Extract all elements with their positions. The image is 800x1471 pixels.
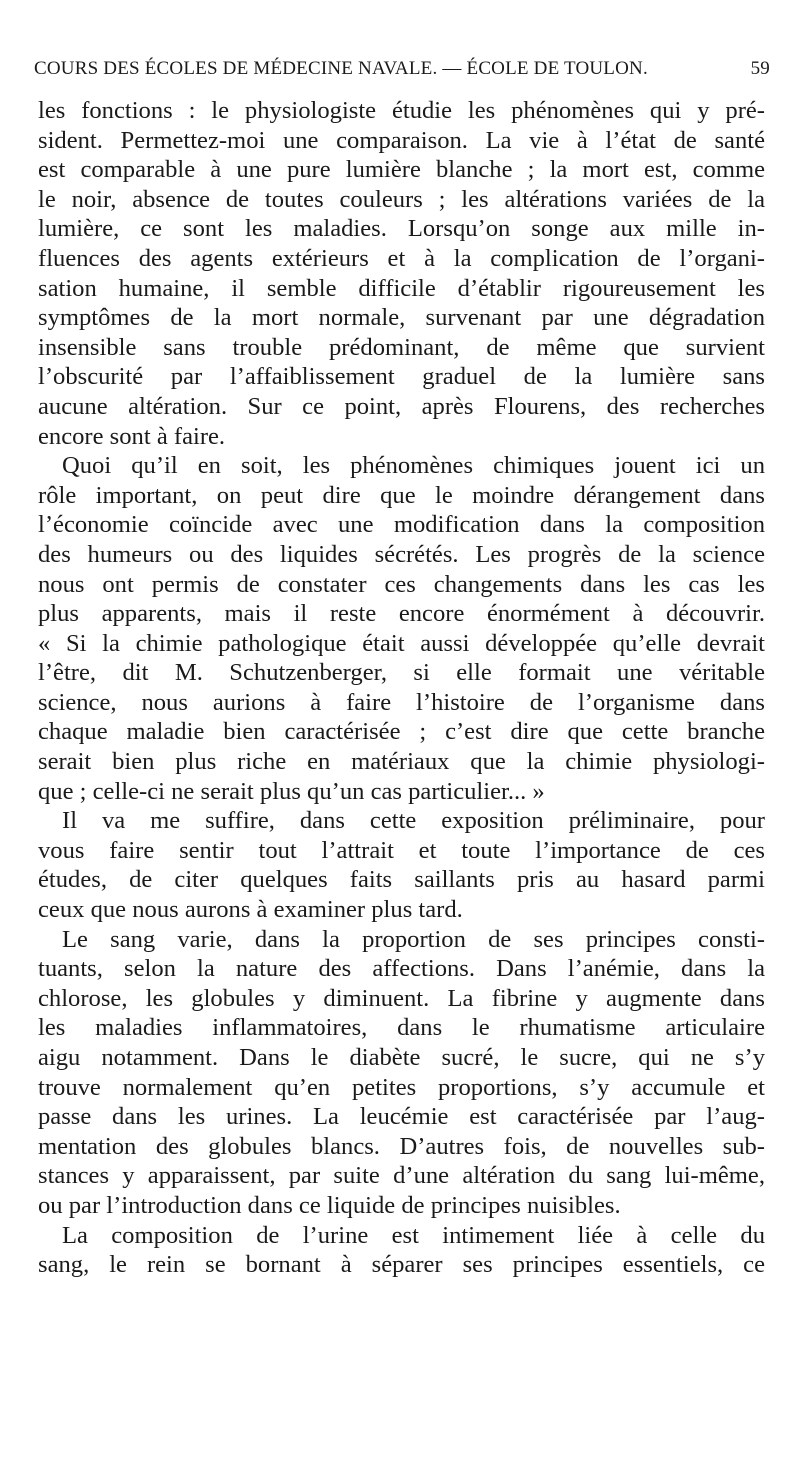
text-line: les maladies inflammatoires, dans le rhumatisme articulaire xyxy=(38,1014,765,1042)
text-line: encore sont à faire. xyxy=(38,422,226,450)
text-line: Le sang varie, dans la proportion de ses principes consti- xyxy=(62,925,765,953)
text-line: passe dans les urines. La leucémie est caractérisée par l’aug- xyxy=(38,1103,765,1131)
text-line: nous ont permis de constater ces changements dans les cas les xyxy=(38,570,765,598)
text-line: stances y apparaissent, par suite d’une altération du sang lui-même, xyxy=(38,1162,765,1190)
text-line: sation humaine, il semble difficile d’établir rigoureusement les xyxy=(38,274,765,302)
text-line: rôle important, on peut dire que le moindre dérangement dans xyxy=(38,481,765,509)
text-line: des humeurs ou des liquides sécrétés. Les progrès de la science xyxy=(38,540,765,568)
text-line: que ; celle-ci ne serait plus qu’un cas particulier... » xyxy=(38,777,545,805)
page-number: 59 xyxy=(750,58,770,79)
text-line: est comparable à une pure lumière blanche ; la mort est, comme xyxy=(38,156,765,184)
text-line: lumière, ce sont les maladies. Lorsqu’on songe aux mille in- xyxy=(38,215,765,243)
text-line: insensible sans trouble prédominant, de même que survient xyxy=(38,333,765,361)
body-text xyxy=(38,96,765,1280)
text-line: Quoi qu’il en soit, les phénomènes chimiques jouent ici un xyxy=(62,452,765,480)
page-header xyxy=(34,58,770,88)
text-line: symptômes de la mort normale, survenant par une dégradation xyxy=(38,304,765,332)
text-line: « Si la chimie pathologique était aussi développée qu’elle devrait xyxy=(38,629,765,657)
text-line: trouve normalement qu’en petites proportions, s’y accumule et xyxy=(38,1073,765,1101)
text-line: chlorose, les globules y diminuent. La fibrine y augmente dans xyxy=(38,984,765,1012)
text-line: science, nous aurions à faire l’histoire de l’organisme dans xyxy=(38,688,765,716)
text-line: aigu notamment. Dans le diabète sucré, le sucre, qui ne s’y xyxy=(38,1044,765,1071)
text-line: chaque maladie bien caractérisée ; c’est dire que cette branche xyxy=(38,718,765,746)
text-line: les fonctions : le physiologiste étudie les phénomènes qui y pré- xyxy=(38,97,765,124)
text-line: sident. Permettez-moi une comparaison. La vie à l’état de santé xyxy=(38,126,765,154)
text-line: Il va me suffire, dans cette exposition préliminaire, pour xyxy=(62,807,765,835)
text-line: plus apparents, mais il reste encore énormément à découvrir. xyxy=(38,600,765,628)
text-line: vous faire sentir tout l’attrait et toute l’importance de ces xyxy=(38,836,765,864)
text-line: l’économie coïncide avec une modification dans la composition xyxy=(38,511,765,539)
text-line: ceux que nous aurons à examiner plus tard. xyxy=(38,896,463,924)
text-line: le noir, absence de toutes couleurs ; les altérations variées de la xyxy=(38,185,765,213)
text-line: fluences des agents extérieurs et à la complication de l’organi- xyxy=(38,244,765,272)
running-title: COURS DES ÉCOLES DE MÉDECINE NAVALE. — ÉCOLE DE TOULON. xyxy=(34,58,648,79)
text-line: ou par l’introduction dans ce liquide de principes nuisibles. xyxy=(38,1191,621,1219)
text-line: mentation des globules blancs. D’autres fois, de nouvelles sub- xyxy=(38,1132,765,1160)
text-line: sang, le rein se bornant à séparer ses principes essentiels, ce xyxy=(38,1251,765,1279)
text-line: l’obscurité par l’affaiblissement graduel de la lumière sans xyxy=(38,363,765,391)
text-line: La composition de l’urine est intimement liée à celle du xyxy=(62,1221,765,1249)
text-line: l’être, dit M. Schutzenberger, si elle formait une véritable xyxy=(38,659,765,687)
text-line: études, de citer quelques faits saillants pris au hasard parmi xyxy=(38,866,765,894)
text-line: serait bien plus riche en matériaux que la chimie physiologi- xyxy=(38,748,765,776)
text-line: tuants, selon la nature des affections. Dans l’anémie, dans la xyxy=(38,955,765,983)
text-line: aucune altération. Sur ce point, après Flourens, des recherches xyxy=(38,392,765,420)
